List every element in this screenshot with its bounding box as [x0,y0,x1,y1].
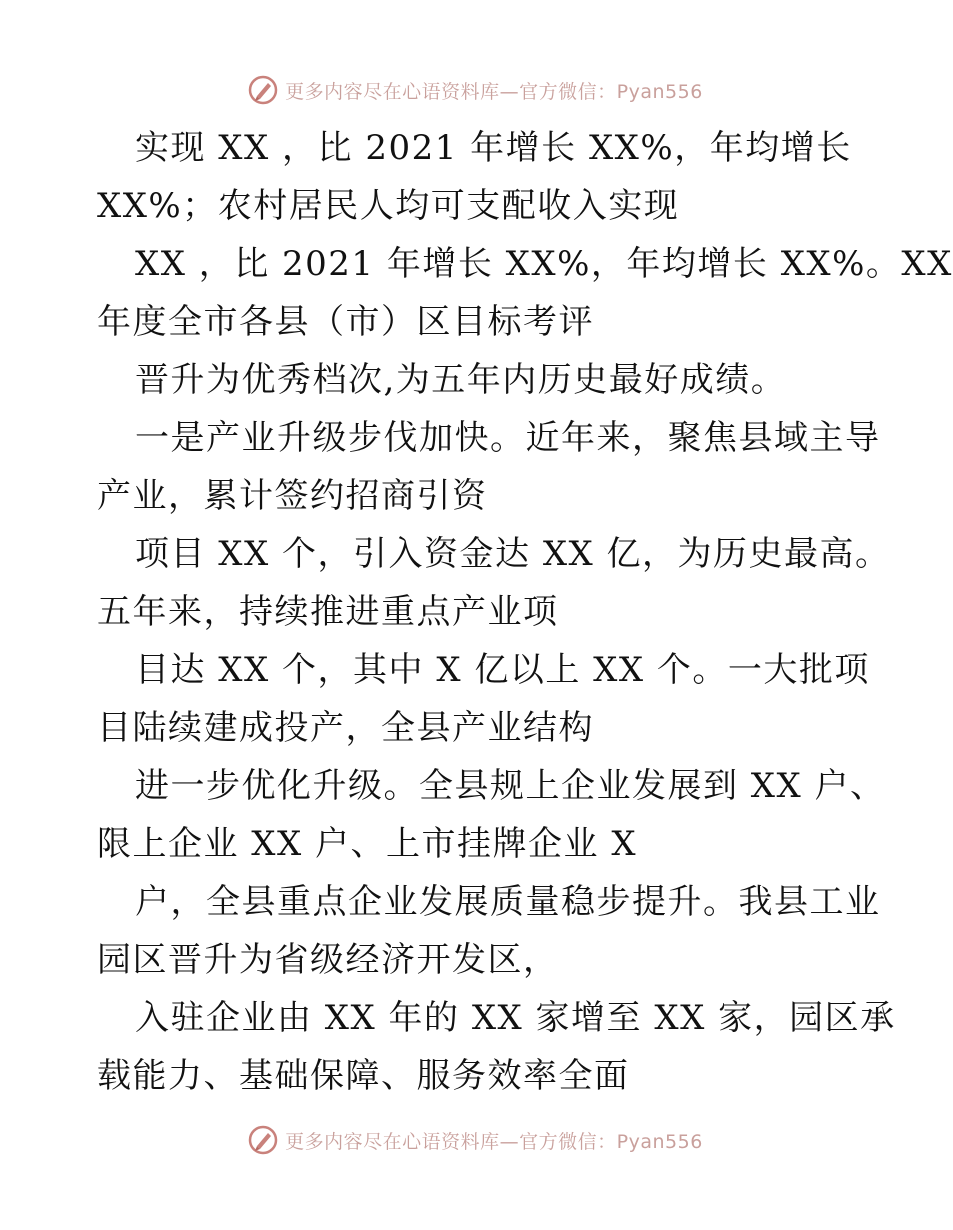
text-line: 晋升为优秀档次,为五年内历史最好成绩。 [135,360,787,400]
text-line: 目达 XX 个，其中 X 亿以上 XX 个。一大批项 [135,650,870,690]
document-body [97,128,953,1114]
text-line: 户，全县重点企业发展质量稳步提升。我县工业 [135,882,881,922]
text-line: 项目 XX 个，引入资金达 XX 亿，为历史最高。 [135,534,891,574]
banner-text: 更多内容尽在心语资料库—官方微信：Pyan556 [285,80,703,103]
text-line: 产业，累计签约招商引资 [97,476,488,516]
text-line: 目陆续建成投产，全县产业结构 [97,708,594,748]
footer-banner [0,1124,950,1156]
text-line: 年度全市各县（市）区目标考评 [97,302,594,342]
text-line: XX%；农村居民人均可支配收入实现 [97,186,680,226]
text-line: 限上企业 XX 户、上市挂牌企业 X [97,824,638,864]
text-line: 入驻企业由 XX 年的 XX 家增至 XX 家，园区承 [135,998,896,1038]
text-line: 进一步优化升级。全县规上企业发展到 XX 户、 [135,766,886,806]
text-line: 载能力、基础保障、服务效率全面 [97,1056,630,1096]
pen-logo-icon [247,74,279,106]
text-line: 一是产业升级步伐加快。近年来，聚焦县域主导 [135,418,881,458]
banner-text: 更多内容尽在心语资料库—官方微信：Pyan556 [285,1130,703,1153]
text-line: 五年来，持续推进重点产业项 [97,592,559,632]
text-line: 园区晋升为省级经济开发区， [97,940,559,980]
text-line: XX ，比 2021 年增长 XX%，年均增长 XX%。XX [135,244,953,284]
text-line: 实现 XX ，比 2021 年增长 XX%，年均增长 [135,128,852,168]
pen-logo-icon [247,1124,279,1156]
header-banner [0,74,950,106]
